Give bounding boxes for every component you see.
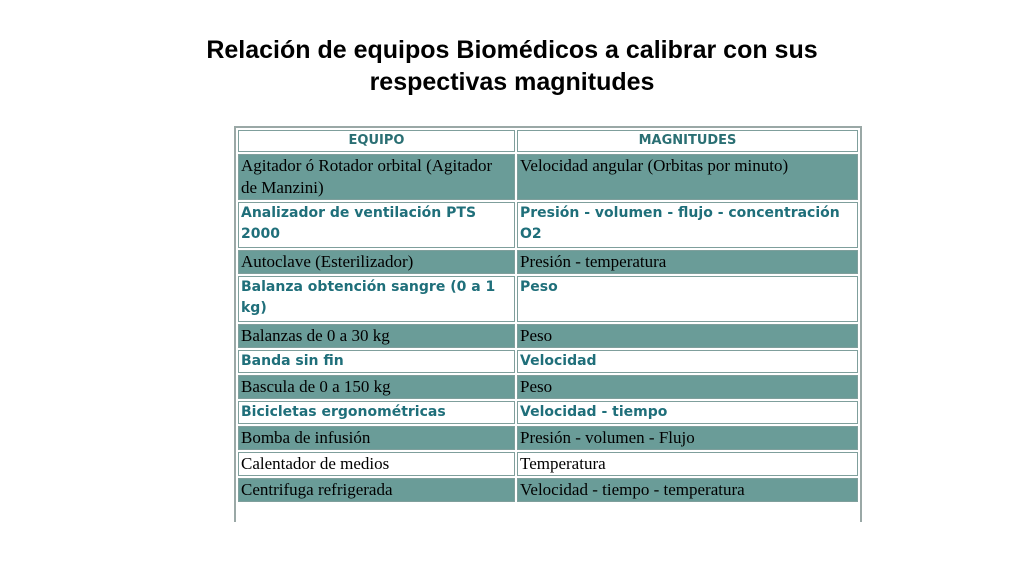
table-row (238, 250, 858, 274)
table-row (238, 202, 858, 248)
cell-magnitudes: Velocidad (517, 350, 858, 373)
table-header-row (238, 130, 858, 152)
header-equipo: EQUIPO (238, 130, 515, 152)
cell-magnitudes: Presión - volumen - Flujo (517, 426, 858, 450)
table-row (238, 426, 858, 450)
table-row (238, 401, 858, 424)
equipment-table-container (234, 126, 862, 522)
cell-magnitudes: Velocidad angular (Orbitas por minuto) (517, 154, 858, 200)
cell-equipo: Analizador de ventilación PTS 2000 (238, 202, 515, 248)
table-row (238, 324, 858, 348)
cell-equipo: Bomba de infusión (238, 426, 515, 450)
cell-equipo: Bascula de 0 a 150 kg (238, 375, 515, 399)
cell-equipo: Agitador ó Rotador orbital (Agitador de Manzini) (238, 154, 515, 200)
table-row (238, 350, 858, 373)
cell-equipo: Balanzas de 0 a 30 kg (238, 324, 515, 348)
cell-equipo: Banda sin fin (238, 350, 515, 373)
title-line-2: respectivas magnitudes (369, 68, 655, 96)
table-row (238, 375, 858, 399)
cell-magnitudes: Temperatura (517, 452, 858, 476)
table-row (238, 452, 858, 476)
header-magnitudes: MAGNITUDES (517, 130, 858, 152)
table-row (238, 154, 858, 200)
cell-magnitudes: Presión - volumen - flujo - concentración O2 (517, 202, 858, 248)
table-row (238, 276, 858, 322)
title-line-1: Relación de equipos Biomédicos a calibrar con sus (206, 36, 818, 64)
cell-magnitudes: Velocidad - tiempo - temperatura (517, 478, 858, 502)
cell-magnitudes: Peso (517, 276, 858, 322)
table-row (238, 478, 858, 502)
equipment-table (236, 128, 860, 504)
cell-magnitudes: Peso (517, 375, 858, 399)
cell-equipo: Autoclave (Esterilizador) (238, 250, 515, 274)
cell-magnitudes: Presión - temperatura (517, 250, 858, 274)
cell-equipo: Bicicletas ergonométricas (238, 401, 515, 424)
cell-equipo: Centrifuga refrigerada (238, 478, 515, 502)
cell-magnitudes: Peso (517, 324, 858, 348)
slide-title (0, 34, 1024, 98)
cell-equipo: Calentador de medios (238, 452, 515, 476)
cell-equipo: Balanza obtención sangre (0 a 1 kg) (238, 276, 515, 322)
cell-magnitudes: Velocidad - tiempo (517, 401, 858, 424)
